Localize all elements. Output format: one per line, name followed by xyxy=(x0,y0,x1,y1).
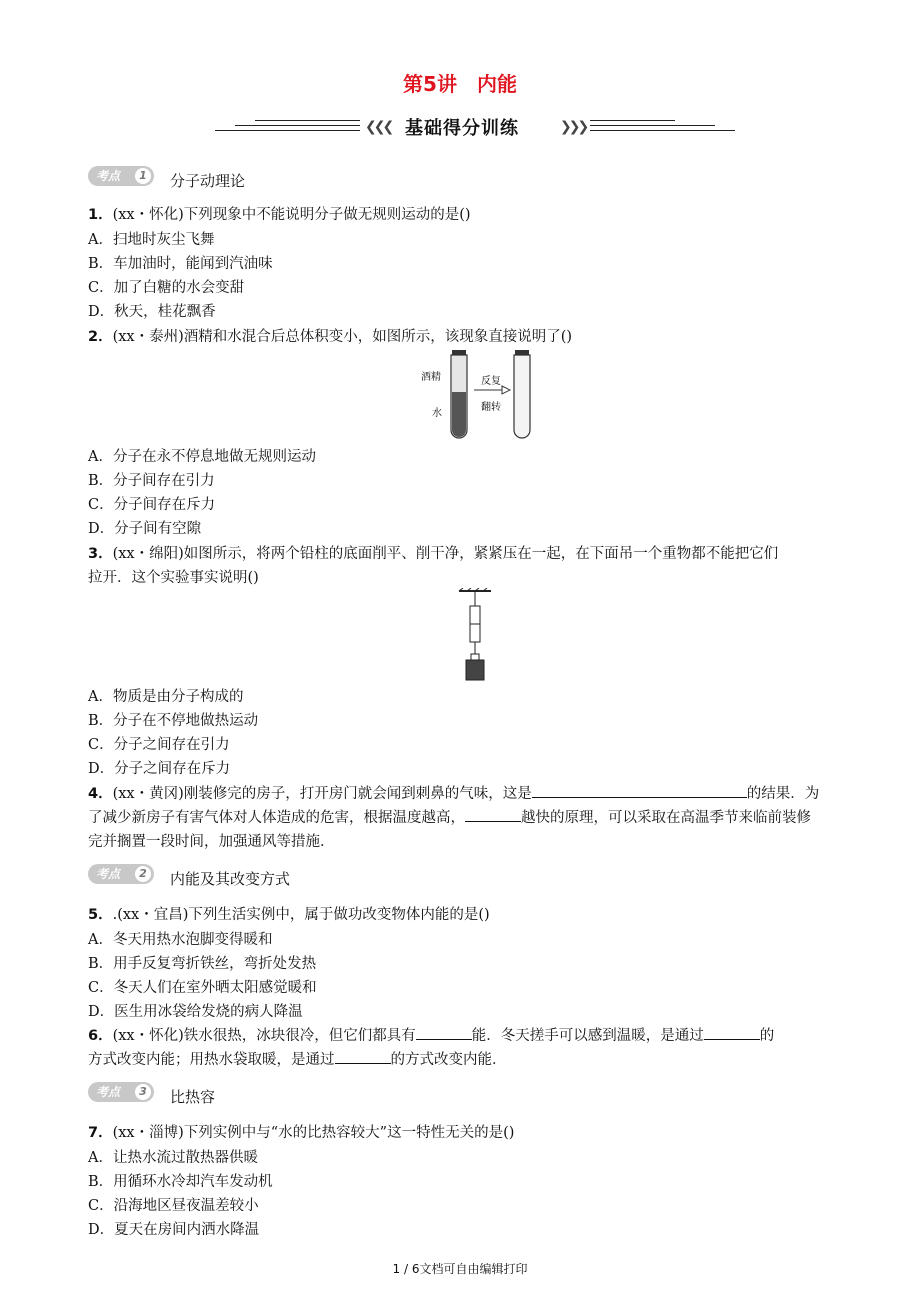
question-4: 4．(xx・黄冈)刚装修完的房子，打开房门就会闻到刺鼻的气味，这是 的结果．为 xyxy=(88,782,819,803)
question-7: 7．(xx・淄博)下列实例中与“水的比热容较大”这一特性无关的是() xyxy=(88,1125,515,1141)
question-6: 6．(xx・怀化)铁水很热，冰块很冷，但它们都具有 能．冬天搓手可以感到温暖，是通过 的 xyxy=(88,1024,774,1045)
fig-label-arrow-bottom: 翻转 xyxy=(481,402,501,413)
q3-option-d: D．分子之间存在斥力 xyxy=(88,761,231,777)
q1-option-d: D．秋天，桂花飘香 xyxy=(88,304,216,320)
fig-label-alcohol: 酒精 xyxy=(421,372,441,383)
section-title-1: 分子动理论 xyxy=(170,172,246,190)
q3-option-c: C．分子之间存在引力 xyxy=(88,737,230,753)
banner-title: 基础得分训练 xyxy=(405,118,519,139)
q7-option-c: C．沿海地区昼夜温差较小 xyxy=(88,1198,259,1214)
q3-option-a: A．物质是由分子构成的 xyxy=(88,689,244,705)
question-2: 2．(xx・泰州)酒精和水混合后总体积变小，如图所示，该现象直接说明了() xyxy=(88,329,573,345)
banner-lines-left xyxy=(215,120,360,135)
chevron-left-icon: ❮❮❮ xyxy=(365,119,392,135)
q2-option-c: C．分子间存在斥力 xyxy=(88,497,216,513)
section-badge-1: 考点 1 xyxy=(88,166,154,186)
page-footer: 1 / 6文档可自由编辑打印 xyxy=(392,1262,528,1276)
q1-option-a: A．扫地时灰尘飞舞 xyxy=(88,232,215,248)
q6-blank-1[interactable] xyxy=(416,1025,472,1040)
section-badge-2: 考点 2 xyxy=(88,864,154,884)
weight-block xyxy=(466,660,484,680)
q7-option-b: B．用循环水冷却汽车发动机 xyxy=(88,1174,273,1190)
section-badge-3: 考点 3 xyxy=(88,1082,154,1102)
q1-option-b: B．车加油时，能闻到汽油味 xyxy=(88,256,273,272)
q4-blank-2[interactable] xyxy=(465,807,521,822)
lead-cylinder-lower xyxy=(470,624,480,642)
weight-hook xyxy=(471,654,479,660)
question-5: 5．.(xx・宜昌)下列生活实例中，属于做功改变物体内能的是() xyxy=(88,907,490,923)
arrow-head-icon xyxy=(502,386,510,394)
question-1: 1．(xx・怀化)下列现象中不能说明分子做无规则运动的是() xyxy=(88,207,471,223)
chevron-right-icon: ❯❯❯ xyxy=(560,119,587,135)
banner-lines-right xyxy=(590,120,735,135)
alcohol-layer xyxy=(452,356,466,392)
q4-blank-1[interactable] xyxy=(532,783,747,798)
q2-option-d: D．分子间有空隙 xyxy=(88,521,202,537)
q6-blank-2[interactable] xyxy=(704,1025,760,1040)
water-layer xyxy=(452,392,466,437)
q5-option-a: A．冬天用热水泡脚变得暖和 xyxy=(88,932,273,948)
left-tube-cap xyxy=(452,350,466,355)
q5-option-d: D．医生用冰袋给发烧的病人降温 xyxy=(88,1004,303,1020)
q4-line2: 了减少新房子有害气体对人体造成的危害，根据温度越高， 越快的原理，可以采取在高温季节来临前装修 xyxy=(88,806,811,827)
q6-blank-3[interactable] xyxy=(335,1049,391,1064)
q4-line3: 完并搁置一段时间，加强通风等措施． xyxy=(88,834,335,850)
section-title-2: 内能及其改变方式 xyxy=(170,870,291,888)
test-tube-figure xyxy=(420,346,540,442)
question-3: 3．(xx・绵阳)如图所示，将两个铅柱的底面削平、削干净，紧紧压在一起，在下面吊一个重物都不能把它们 xyxy=(88,546,779,562)
q2-option-a: A．分子在永不停息地做无规则运动 xyxy=(88,449,316,465)
fig-label-arrow-top: 反复 xyxy=(481,376,501,387)
q3-stem-line2: 拉开．这个实验事实说明() xyxy=(88,570,259,586)
section-banner xyxy=(215,112,735,148)
right-tube-cap xyxy=(515,350,529,355)
q1-option-c: C．加了白糖的水会变甜 xyxy=(88,280,245,296)
q7-option-a: A．让热水流过散热器供暖 xyxy=(88,1150,258,1166)
q5-option-c: C．冬天人们在室外晒太阳感觉暖和 xyxy=(88,980,317,996)
q3-option-b: B．分子在不停地做热运动 xyxy=(88,713,259,729)
q2-option-b: B．分子间存在引力 xyxy=(88,473,215,489)
lead-cylinder-upper xyxy=(470,606,480,624)
q6-line2: 方式改变内能；用热水袋取暖，是通过 的方式改变内能． xyxy=(88,1048,507,1069)
page-title: 第5讲 内能 xyxy=(403,72,517,96)
fig-label-water: 水 xyxy=(432,408,442,419)
q5-option-b: B．用手反复弯折铁丝，弯折处发热 xyxy=(88,956,317,972)
right-tube xyxy=(514,355,530,438)
lead-cylinder-figure xyxy=(455,588,495,684)
section-title-3: 比热容 xyxy=(170,1088,216,1106)
q7-option-d: D．夏天在房间内洒水降温 xyxy=(88,1222,260,1238)
